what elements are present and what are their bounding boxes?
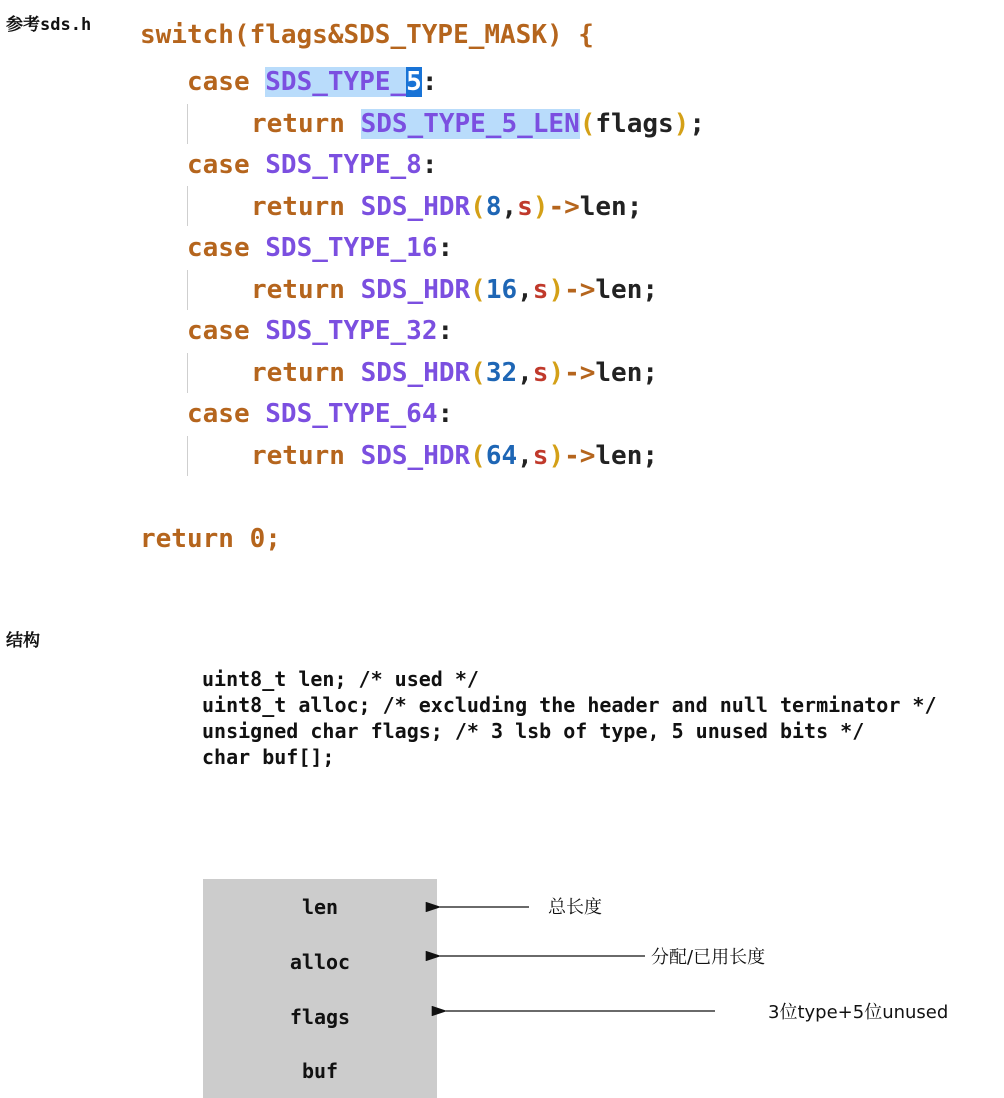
reference-note: 参考sds.h: [6, 15, 92, 35]
struct-line: uint8_t alloc; /* excluding the header and null terminator */: [202, 693, 937, 717]
struct-line: uint8_t len; /* used */: [202, 667, 479, 691]
code-line-3: case SDS_TYPE_8:: [187, 150, 438, 180]
struct-line: char buf[];: [202, 745, 335, 769]
structure-heading: 结构: [6, 631, 40, 651]
field-alloc: alloc: [289, 950, 351, 974]
code-line-4: return SDS_HDR(8,s)->len;: [251, 192, 643, 222]
code-line-1: case SDS_TYPE_5:: [187, 67, 438, 97]
code-line-9: case SDS_TYPE_64:: [187, 399, 454, 429]
field-flags: flags: [289, 1005, 351, 1029]
selected-macro: SDS_TYPE_5: [265, 67, 422, 97]
code-cut-top: switch(flags&SDS_TYPE_MASK) {: [140, 20, 594, 50]
code-cut-bottom: return 0;: [140, 524, 281, 554]
annotation-flags: 3位type+5位unused: [768, 1002, 949, 1023]
code-line-5: case SDS_TYPE_16:: [187, 233, 454, 263]
code-line-8: return SDS_HDR(32,s)->len;: [251, 358, 659, 388]
annotation-alloc: 分配/已用长度: [651, 947, 766, 968]
code-line-2: return SDS_TYPE_5_LEN(flags);: [251, 109, 705, 139]
keyword: case: [187, 67, 250, 97]
annotation-total-length: 总长度: [548, 897, 602, 918]
cursor-selection: 5: [406, 67, 422, 97]
struct-line: unsigned char flags; /* 3 lsb of type, 5 unused bits */: [202, 719, 865, 743]
field-len: len: [301, 895, 339, 919]
code-line-7: case SDS_TYPE_32:: [187, 316, 454, 346]
field-buf: buf: [301, 1059, 339, 1083]
highlighted-macro: SDS_TYPE_5_LEN: [360, 109, 580, 139]
code-line-6: return SDS_HDR(16,s)->len;: [251, 275, 659, 305]
code-line-10: return SDS_HDR(64,s)->len;: [251, 441, 659, 471]
